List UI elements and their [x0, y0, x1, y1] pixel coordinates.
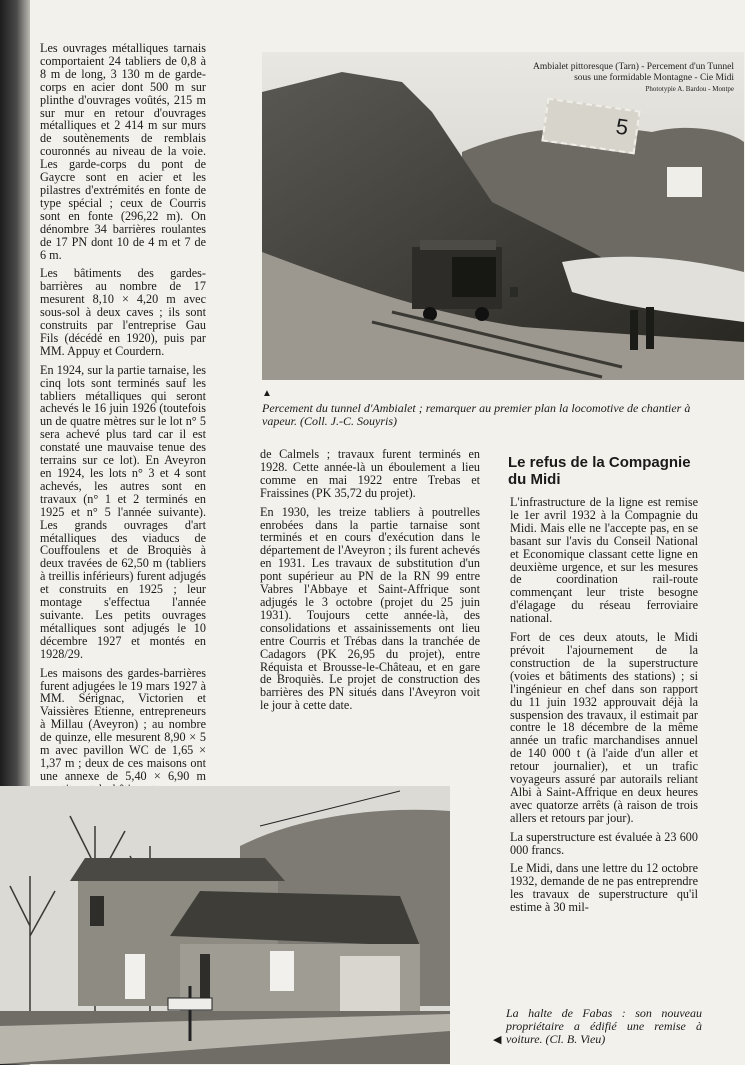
paragraph: de Calmels ; travaux furent terminés en 1928. Cette année-là un éboulement a lieu comme en mai 1922 entre Trebas et Fraissines (PK 35,72 du projet). — [260, 447, 480, 500]
halt-house-image — [0, 786, 450, 1064]
photo-caption-tunnel: Percement du tunnel d'Ambialet ; remarquer au premier plan la locomotive de chantier à vapeur. (Coll. J.-C. Souyris) — [262, 401, 691, 428]
text-column-3 — [510, 496, 698, 920]
caption-arrow-up-icon: ▲ — [262, 388, 272, 399]
caption-arrow-left-icon: ◀ — [493, 1034, 502, 1046]
paragraph: Les ouvrages métalliques tarnais comportaient 24 tabliers de 0,8 à 8 m de long, 3 130 m de garde-corps en acier dont 500 m sur plinthe d'ouvrages voûtés, 215 m sur mur en retour d'ouvrages métalliques et 2 414 m sur murs de soutènements de remblais couronnés au niveau de la voie. Les garde-corps du pont de Gaycre sont en acier et les pilastres d'extrémités en fonte de type spécial ; ceux de Courris sont en fonte (296,22 m). On dénombre 34 barrières roulantes de 17 PN dont 10 de 4 m et 7 de 6 m. — [40, 41, 206, 262]
postcard-caption-line: sous une formidable Montagne - Cie Midi — [574, 73, 734, 83]
tunnel-postcard-photo — [262, 52, 744, 380]
paragraph: L'infrastructure de la ligne est remise le 1er avril 1932 à la Compagnie du Midi. Mais elle ne l'accepte pas, en se basant sur l'avis du Conseil National et Economique classant cette ligne en deuxième urgence, et sur les mesures de coordination rail-route commençant leur triste besogne d'élagage du réseau ferroviaire national. — [510, 495, 698, 626]
section-heading: Le refus de la Compagnie du Midi — [508, 454, 691, 488]
paragraph: Le Midi, dans une lettre du 12 octobre 1932, demande de ne pas entreprendre les travaux de superstructure qu'il estime à 30 mil- — [510, 861, 698, 915]
paragraph: En 1924, sur la partie tarnaise, les cinq lots sont terminés sauf les tabliers métalliques qui seront achevés le 16 juin 1926 (toutefois un de quatre mètres sur le lot n° 5 sera achevé plus tard car il est constaté une mauvaise tenue des terrains sur ce lot). En Aveyron en 1924, les lots n° 3 et 4 sont achevés, les autres sont en travaux (n° 1 et 2 terminés en 1925 et n° 5 l'année suivante). Les grands ouvrages d'art métalliques des viaducs de Couffoulens et de Broquiès à deux travées de 62,50 m (tabliers à treillis inférieurs) furent adjugés et construits en 1925 ; leur montage s'effectua l'année suivante. Les petits ouvrages métalliques sont adjugés le 10 décembre 1927 et montés en 1928/29. — [40, 362, 206, 661]
paragraph: En 1930, les treize tabliers à poutrelles enrobées dans la partie tarnaise sont terminés et en cours d'exécution dans le département de l'Aveyron ; ils furent achevés en 1931. Les travaux de substitution d'un pont supérieur au PN de la RN 99 entre Vabres l'Abbaye et Saint-Affrique sont adjugés le 3 octobre (projet du 25 juin 1931). Toujours cette année-là, des consolidations et assainissements ont lieu entre Courris et Trébas dans la tranchée de Cadagors (PK 26,95 du projet), entre Réquista et Brousse-le-Château, et en gare de Broquiès. Le projet de construction des barrières des PN situés dans l'Aveyron voit le jour à cette date. — [260, 504, 480, 713]
paragraph: Les bâtiments des gardes-barrières au nombre de 17 mesurent 8,10 × 4,20 m avec sous-sol à deux caves ; ils sont construits par l'entreprise Gau Fils (décédé en 1920), puis par MM. Appuy et Courdern. — [40, 266, 206, 358]
text-column-1 — [40, 42, 206, 827]
postcard-publisher: Phototypie A. Bardou - Montpe — [645, 85, 734, 93]
photo-caption-fabas: La halte de Fabas : son nouveau propriétaire a édifié une remise à voiture. (Cl. B. Vieu) — [506, 1006, 702, 1046]
paragraph: Fort de ces deux atouts, le Midi prévoit l'ajournement de la construction de la superstructure (voies et bâtiments des stations) ; si l'ingénieur en chef dans son rapport du 11 juin 1932 approuvait déjà la suspension des travaux, il estimait par contre le 18 décembre de la même année un trafic marchandises annuel de 140 000 t (à l'aide d'un aller et retour journalier), et un trafic voyageurs assuré par autorails reliant Albi à Saint-Affrique en deux heures avec quatorze arrêts (à raison de trois allers et retours par jour). — [510, 630, 698, 825]
postcard-caption-line: Ambialet pittoresque (Tarn) - Percement d'un Tunnel — [532, 62, 734, 72]
paragraph: Les maisons des gardes-barrières furent adjugées le 19 mars 1927 à MM. Sérignac, Victorien et Vaissières Etienne, entrepreneurs à Millau (Aveyron) ; au nombre de quinze, elle mesurent 8,90 × 5 m avec pavillon WC de 1,65 × 1,37 m ; deux de ces maisons ont une annexe de 5,40 × 6,90 m — [40, 665, 206, 783]
stamp-value: 5 — [614, 113, 630, 141]
postcard-caption — [533, 62, 734, 95]
text-column-2 — [260, 448, 480, 718]
fabas-halt-photo — [0, 786, 450, 1064]
paragraph: La superstructure est évaluée à 23 600 000 francs. — [510, 829, 698, 857]
tunnel-scene-image — [262, 52, 744, 380]
